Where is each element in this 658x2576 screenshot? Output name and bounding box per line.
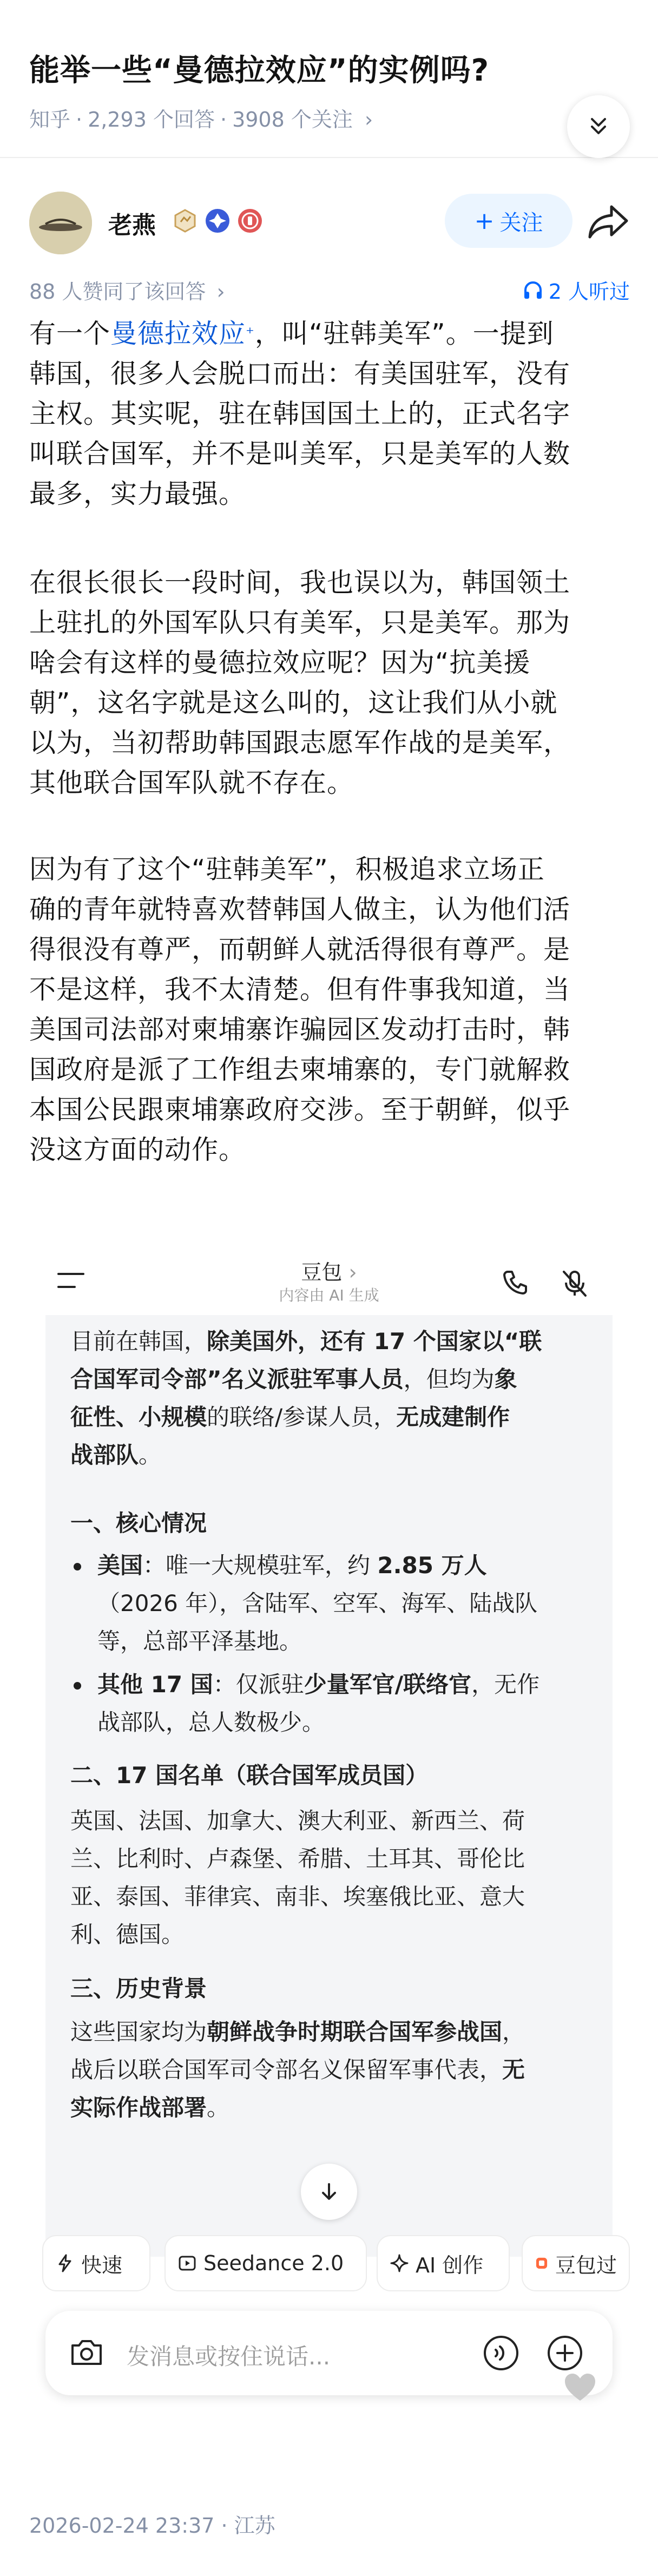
paragraph-line: 韩国，很多人会脱口而出：有美国驻军，没有	[29, 358, 571, 389]
follow-label: 关注	[499, 210, 543, 235]
link-marker: ⁺	[246, 324, 255, 343]
bullet-dot	[74, 1563, 81, 1570]
phone-icon	[501, 1269, 529, 1297]
likes-line[interactable]	[29, 275, 225, 305]
doubao-title: 豆包 ›	[301, 1260, 357, 1284]
likes-text: 88 人赞同了该回答	[29, 280, 206, 304]
plus-circle-icon[interactable]	[547, 2335, 583, 2371]
chip-fast[interactable]: 快速	[42, 2235, 150, 2291]
avatar-image	[29, 192, 92, 254]
paragraph-line: 最多，实力最强。	[29, 478, 246, 509]
ai-generated-label: 内容由 AI 生成	[279, 1286, 379, 1304]
camera-icon[interactable]	[69, 2336, 104, 2368]
doubao-topbar	[45, 1245, 613, 1315]
country-list: 英国、法国、加拿大、澳大利亚、新西兰、荷 兰、比利时、卢森堡、希腊、土耳其、哥伦比 亚、泰国、菲律宾、南非、埃塞俄比亚、意大 利、德国。	[70, 1808, 525, 1948]
share-icon[interactable]	[587, 202, 630, 240]
answer-count: 2,293 个回答	[88, 108, 215, 132]
paragraph-line: 上驻扎的外国军队只有美军，只是美军。那为	[29, 607, 571, 638]
feature-chips	[45, 2235, 617, 2295]
section-heading: 二、17 国名单（联合国军成员国）	[70, 1762, 429, 1789]
avatar[interactable]	[29, 192, 92, 254]
voice-icon[interactable]	[483, 2335, 519, 2371]
chevron-right-icon: ›	[364, 108, 373, 132]
headphones-icon	[523, 280, 543, 300]
paragraph-line: 主权。其实呢，驻在韩国国土上的，正式名字	[29, 398, 571, 429]
chip-ai-create[interactable]: AI 创作	[377, 2235, 510, 2291]
listen-text: 2 人听过	[548, 280, 630, 304]
source-label: 知乎	[29, 108, 71, 132]
chip-seedance[interactable]: Seedance 2.0	[164, 2235, 367, 2291]
embedded-screenshot[interactable]	[45, 1245, 617, 2392]
paragraph-line: 叫联合国军，并不是叫美军，只是美军的人数	[29, 438, 571, 469]
chip-doubao[interactable]: 豆包过	[522, 2235, 630, 2291]
history-text: 这些国家均为朝鲜战争时期联合国军参战国， 战后以联合国军司令部名义保留军事代表，无 实际作战部署。	[70, 2019, 525, 2121]
chevron-right-icon: ›	[216, 280, 225, 304]
arrow-down-icon	[318, 2181, 340, 2203]
listen-count[interactable]	[523, 275, 630, 305]
heart-icon	[563, 2370, 597, 2405]
creator-badge-icon	[237, 208, 263, 234]
paragraph-line: 得很没有尊严，而朝鲜人就活得很有尊严。是	[29, 934, 571, 965]
sparkle-icon	[390, 2253, 409, 2273]
bullet-dot	[74, 1682, 81, 1690]
question-meta[interactable]: 知乎 · 2,293 个回答 · 3908 个关注 ›	[29, 108, 373, 132]
follower-count: 3908 个关注	[232, 108, 353, 132]
message-composer[interactable]	[45, 2311, 613, 2395]
chevron-right-icon: ›	[348, 1260, 357, 1284]
answer-paragraph-1	[29, 314, 631, 514]
paragraph-line: 在很长很长一段时间，我也误以为，韩国领土	[29, 567, 571, 598]
double-chevron-down-icon	[587, 115, 610, 139]
paragraph-line: 啥会有这样的曼德拉效应呢？因为“抗美援	[29, 647, 531, 678]
doubao-logo-icon	[535, 2253, 549, 2273]
follow-button[interactable]	[445, 194, 573, 248]
mandela-effect-link[interactable]: 曼德拉效应	[110, 318, 246, 349]
composer-input[interactable]: 发消息或按住说话...	[127, 2343, 331, 2370]
video-icon	[177, 2253, 197, 2273]
mute-mic-icon	[560, 1269, 590, 1299]
post-time-location: 2026-02-24 23:37 · 江苏	[29, 2514, 275, 2538]
reply-intro: 目前在韩国，除美国外，还有 17 个国家以“联 合国军司令部”名义派驻军事人员，但均为象 征性、小规模的联络/参谋人员，无成建制作 战部队。	[70, 1328, 542, 1468]
level-badge-icon	[172, 208, 198, 234]
paragraph-line: 没这方面的动作。	[29, 1134, 246, 1165]
question-title[interactable]: 能举一些“曼德拉效应”的实例吗?	[29, 53, 490, 88]
answer-paragraph-3	[29, 850, 631, 1170]
question-header	[0, 0, 658, 158]
plus-icon: +	[474, 207, 495, 235]
paragraph-line: 有一个曼德拉效应⁺，叫“驻韩美军”。一提到	[29, 318, 554, 349]
answer-paragraph-2	[29, 563, 631, 803]
bullet-usa: 美国：唯一大规模驻军，约 2.85 万人 （2026 年），含陆军、空军、海军、陆战队 等，总部平泽基地。	[97, 1552, 538, 1654]
paragraph-line: 国政府是派了工作组去柬埔寨的，专门就解救	[29, 1054, 571, 1085]
paragraph-line: 朝”，这名字就是这么叫的，这让我们从小就	[29, 687, 558, 718]
bullet-others: 其他 17 国：仅派驻少量军官/联络官，无作 战部队，总人数极少。	[97, 1671, 540, 1736]
section-heading: 三、历史背景	[70, 1975, 207, 2002]
paragraph-line: 以为，当初帮助韩国跟志愿军作战的是美军，	[29, 727, 571, 758]
collapse-button[interactable]	[567, 95, 630, 158]
author-name[interactable]: 老燕	[108, 212, 156, 239]
paragraph-line: 因为有了这个“驻韩美军”，积极追求立场正	[29, 854, 545, 885]
certified-badge-icon	[205, 208, 231, 234]
paragraph-line: 确的青年就特喜欢替韩国人做主，认为他们活	[29, 894, 571, 925]
paragraph-line: 美国司法部对柬埔寨诈骗园区发动打击时，韩	[29, 1014, 571, 1045]
scroll-down-button[interactable]	[301, 2164, 357, 2220]
paragraph-line: 本国公民跟柬埔寨政府交涉。至于朝鲜，似乎	[29, 1094, 571, 1125]
ai-reply	[45, 1315, 613, 2257]
lightning-icon	[55, 2253, 75, 2273]
section-heading: 一、核心情况	[70, 1510, 207, 1536]
paragraph-line: 其他联合国军队就不存在。	[29, 767, 354, 798]
paragraph-line: 不是这样，我不太清楚。但有件事我知道，当	[29, 974, 571, 1005]
